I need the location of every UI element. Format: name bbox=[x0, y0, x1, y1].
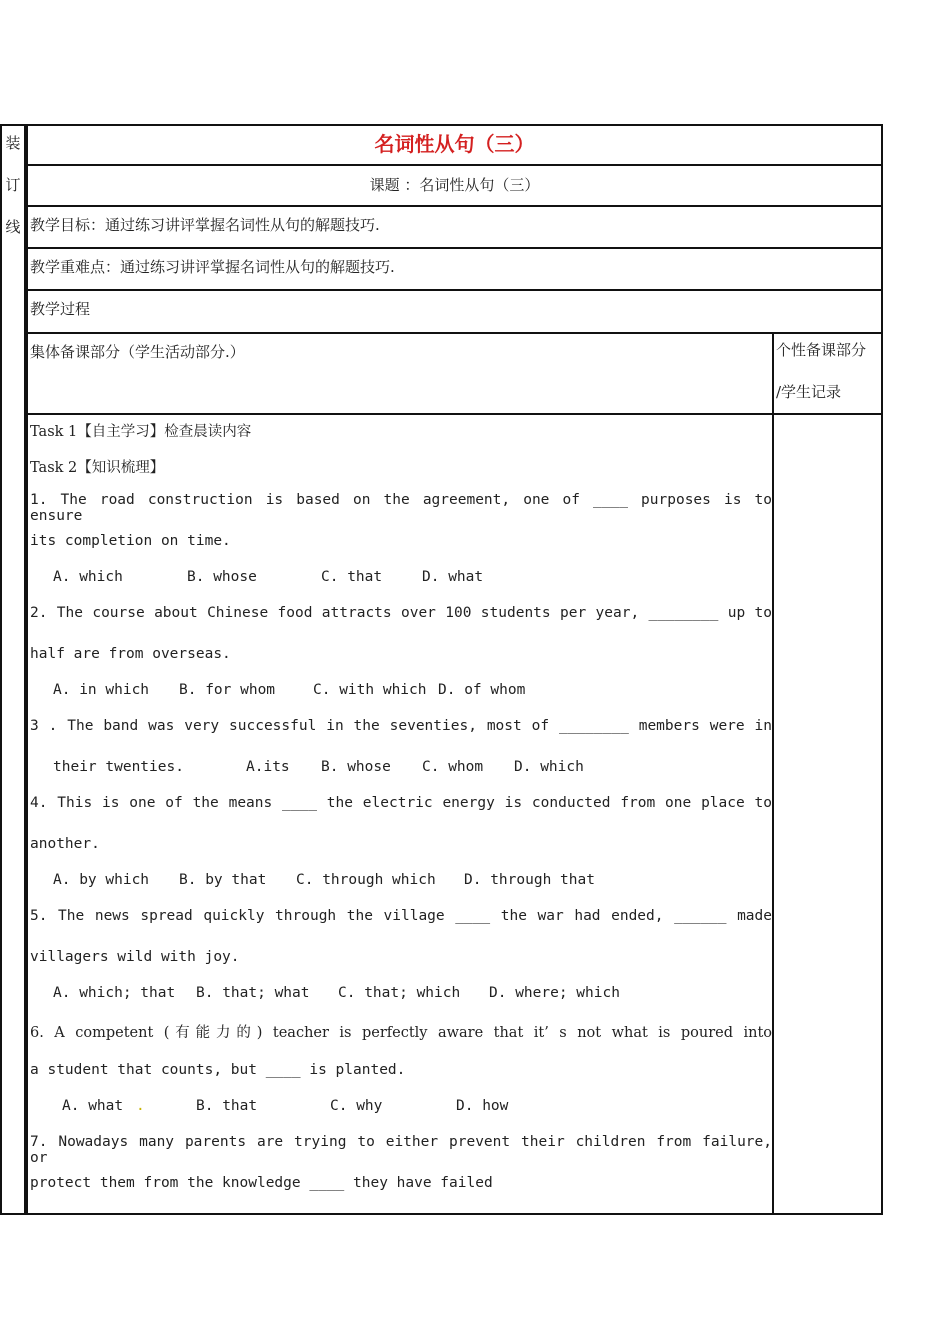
question-5-line-2: villagers wild with joy. bbox=[30, 949, 240, 965]
page-title: 名词性从句（三） bbox=[28, 126, 881, 166]
lesson-subtitle: 课题 ：名词性从句（三） bbox=[28, 166, 881, 207]
option: D. how bbox=[456, 1098, 509, 1114]
option: A. by which bbox=[53, 872, 150, 888]
option: B. by that bbox=[179, 872, 267, 888]
question-2-line-2: half are from overseas. bbox=[30, 646, 231, 662]
option: A. in which bbox=[53, 682, 150, 698]
personal-label: 个性备课部分 bbox=[776, 341, 867, 359]
exercise-column bbox=[28, 415, 774, 1213]
personal-label-sub: /学生记录 bbox=[776, 383, 842, 401]
option: C. through which bbox=[296, 872, 436, 888]
question-3-line-2: their twenties. bbox=[53, 759, 184, 775]
binding-char: 装 bbox=[5, 134, 21, 152]
question-2-line-1: 2. The course about Chinese food attracts over 100 students per year, ________ up to bbox=[30, 605, 772, 621]
option: C. that bbox=[321, 569, 383, 585]
collective-header bbox=[28, 334, 774, 413]
option: C. with which bbox=[313, 682, 427, 698]
question-5-line-1: 5. The news spread quickly through the village ____ the war had ended, ______ made bbox=[30, 908, 772, 924]
question-6-line-1: 6. A competent (有能力的) teacher is perfectly aware that it’ s not what is poured into bbox=[30, 1025, 772, 1041]
exercise-section bbox=[28, 415, 881, 1213]
question-3-line-1: 3 . The band was very successful in the seventies, most of ________ members were in bbox=[30, 718, 772, 734]
collective-label: 集体备课部分（学生活动部分.） bbox=[30, 343, 245, 361]
student-notes-column bbox=[774, 415, 881, 1213]
question-6-line-2: a student that counts, but ____ is planted. bbox=[30, 1062, 406, 1078]
question-1-line-1: 1. The road construction is based on the agreement, one of ____ purposes is to ensure bbox=[30, 492, 772, 524]
option: C. whom bbox=[422, 759, 484, 775]
question-1-line-2: its completion on time. bbox=[30, 533, 231, 549]
key-points: 教学重难点：通过练习讲评掌握名词性从句的解题技巧. bbox=[28, 249, 881, 291]
option: D. through that bbox=[464, 872, 595, 888]
option: A. what bbox=[62, 1098, 124, 1114]
option: D. which bbox=[514, 759, 584, 775]
option: B. whose bbox=[321, 759, 391, 775]
section-header-row bbox=[28, 334, 881, 415]
option: B. for whom bbox=[179, 682, 276, 698]
stray-mark: . bbox=[136, 1098, 145, 1114]
option: D. what bbox=[422, 569, 484, 585]
option: D. of whom bbox=[438, 682, 526, 698]
question-7-line-1: 7. Nowadays many parents are trying to either prevent their children from failure, or bbox=[30, 1134, 772, 1166]
process-label: 教学过程 bbox=[28, 291, 881, 334]
lesson-plan-sheet bbox=[0, 124, 883, 1215]
option: B. that bbox=[196, 1098, 258, 1114]
binding-margin bbox=[0, 124, 26, 1215]
lesson-table bbox=[26, 124, 883, 1215]
option: A. which bbox=[53, 569, 123, 585]
question-7-line-2: protect them from the knowledge ____ they have failed bbox=[30, 1175, 493, 1191]
option: B. whose bbox=[187, 569, 257, 585]
teaching-objective: 教学目标：通过练习讲评掌握名词性从句的解题技巧. bbox=[28, 207, 881, 249]
option: C. that; which bbox=[338, 985, 461, 1001]
option: B. that; what bbox=[196, 985, 310, 1001]
option: A.its bbox=[246, 759, 290, 775]
task-2: Task 2【知识梳理】 bbox=[30, 460, 165, 476]
option: A. which; that bbox=[53, 985, 176, 1001]
option: D. where; which bbox=[489, 985, 620, 1001]
question-4-line-2: another. bbox=[30, 836, 100, 852]
binding-char: 订 bbox=[5, 176, 21, 194]
binding-char: 线 bbox=[5, 218, 21, 236]
option: C. why bbox=[330, 1098, 383, 1114]
task-1: Task 1【自主学习】检查晨读内容 bbox=[30, 424, 252, 440]
personal-header bbox=[774, 334, 881, 413]
question-4-line-1: 4. This is one of the means ____ the electric energy is conducted from one place to bbox=[30, 795, 772, 811]
